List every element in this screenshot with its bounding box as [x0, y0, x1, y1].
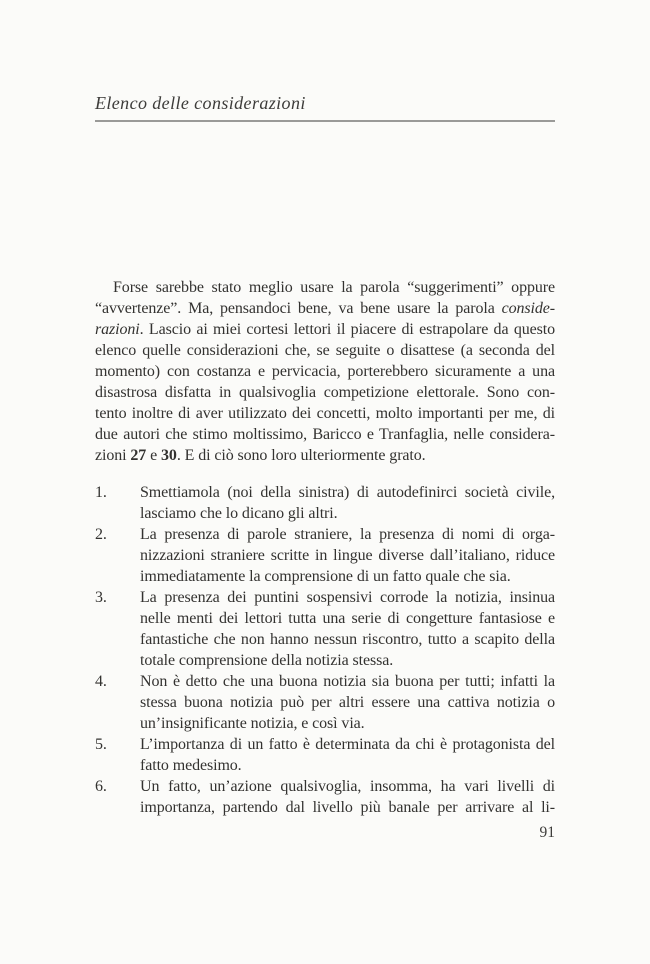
text-segment: tento inoltre di aver utilizzato dei concetti, molto importanti per me, di	[95, 405, 555, 422]
text-segment: totale comprensione della notizia stessa.	[140, 652, 394, 669]
text-segment: “avvertenze”. Ma, pensandoci bene, va bene usare la parola	[95, 300, 502, 317]
list-item-text	[140, 524, 555, 587]
list-item-number: 3.	[95, 589, 107, 606]
text-line	[140, 545, 555, 566]
text-line	[95, 277, 555, 298]
text-line	[95, 403, 555, 424]
text-segment: La presenza dei puntini sospensivi corrode la notizia, insinua	[140, 589, 555, 606]
list-item	[95, 587, 555, 671]
running-head	[95, 92, 555, 122]
text-line	[140, 755, 555, 776]
header-rule	[95, 120, 555, 122]
text-line	[95, 424, 555, 445]
text-line	[140, 608, 555, 629]
list-item-number: 6.	[95, 778, 107, 795]
text-segment: immediatamente la comprensione di un fatto quale che sia.	[140, 568, 511, 585]
bold-text: 30	[161, 447, 177, 464]
bold-text: 27	[130, 447, 147, 464]
text-line	[140, 629, 555, 650]
text-line	[140, 692, 555, 713]
text-line	[95, 340, 555, 361]
list-item	[95, 671, 555, 734]
list-item-number: 1.	[95, 484, 107, 501]
list-item-number: 4.	[95, 673, 107, 690]
text-segment: Smettiamola (noi della sinistra) di autodefinirci società civile,	[140, 484, 555, 501]
text-segment: La presenza di parole straniere, la presenza di nomi di orga-	[140, 526, 555, 543]
text-segment: e	[146, 447, 162, 464]
considerations-list	[95, 482, 555, 818]
text-line	[140, 482, 555, 503]
list-item-text	[140, 776, 555, 818]
text-segment: stessa buona notizia può per altri essere una cattiva notizia o	[140, 694, 555, 711]
text-segment: fatto medesimo.	[140, 757, 242, 774]
text-segment: due autori che stimo moltissimo, Baricco e Tranfaglia, nelle considera-	[95, 426, 555, 443]
text-segment: zioni	[95, 447, 131, 464]
text-segment: importanza, partendo dal livello più banale per arrivare al li-	[140, 799, 555, 816]
text-segment: . E di ciò sono loro ulteriormente grato.	[176, 447, 426, 464]
text-segment: disastrosa disfatta in qualsivoglia competizione elettorale. Sono con-	[95, 384, 555, 401]
text-segment: nelle menti dei lettori tutta una serie di congetture fantasiose e	[140, 610, 555, 627]
text-segment: . Lascio ai miei cortesi lettori il piacere di estrapolare da questo	[139, 321, 555, 338]
text-line	[140, 650, 555, 671]
italic-text: razioni	[95, 321, 140, 338]
text-segment: elenco quelle considerazioni che, se seguite o disattese (a seconda del	[95, 342, 555, 359]
text-segment: Non è detto che una buona notizia sia buona per tutti; infatti la	[140, 673, 555, 690]
running-head-title: Elenco delle considerazioni	[95, 93, 306, 113]
text-segment: un’insignificante notizia, e così via.	[140, 715, 365, 732]
list-item-text	[140, 482, 555, 524]
text-segment: fantastiche che non hanno nessun riscontro, tutto a scapito della	[140, 631, 555, 648]
text-line	[140, 524, 555, 545]
list-item	[95, 734, 555, 776]
list-item-text	[140, 587, 555, 671]
text-segment: momento) con costanza e pervicacia, porterebbero sicuramente a una	[95, 363, 555, 380]
text-line	[140, 587, 555, 608]
list-item	[95, 776, 555, 818]
list-item-text	[140, 671, 555, 734]
text-line	[140, 734, 555, 755]
text-line	[95, 319, 555, 340]
text-segment: Forse sarebbe stato meglio usare la parola “suggerimenti” oppure	[113, 279, 555, 296]
list-item	[95, 482, 555, 524]
list-item	[95, 524, 555, 587]
text-segment: L’importanza di un fatto è determinata da chi è protagonista del	[140, 736, 555, 753]
page-body	[95, 277, 555, 818]
text-line	[95, 361, 555, 382]
text-line	[95, 298, 555, 319]
text-line	[140, 503, 555, 524]
text-line	[140, 566, 555, 587]
text-line	[140, 797, 555, 818]
page-number: 91	[539, 824, 555, 841]
list-item-number: 2.	[95, 526, 107, 543]
list-item-text	[140, 734, 555, 776]
list-item-number: 5.	[95, 736, 107, 753]
italic-text: conside-	[501, 300, 555, 317]
text-line	[140, 776, 555, 797]
text-line	[140, 713, 555, 734]
text-line	[95, 382, 555, 403]
text-segment: Un fatto, un’azione qualsivoglia, insomma, ha vari livelli di	[140, 778, 555, 795]
text-segment: nizzazioni straniere scritte in lingue diverse dall’italiano, riduce	[140, 547, 555, 564]
text-segment: lasciamo che lo dicano gli altri.	[140, 505, 338, 522]
intro-paragraph	[95, 277, 555, 466]
text-line	[95, 445, 555, 466]
text-line	[140, 671, 555, 692]
